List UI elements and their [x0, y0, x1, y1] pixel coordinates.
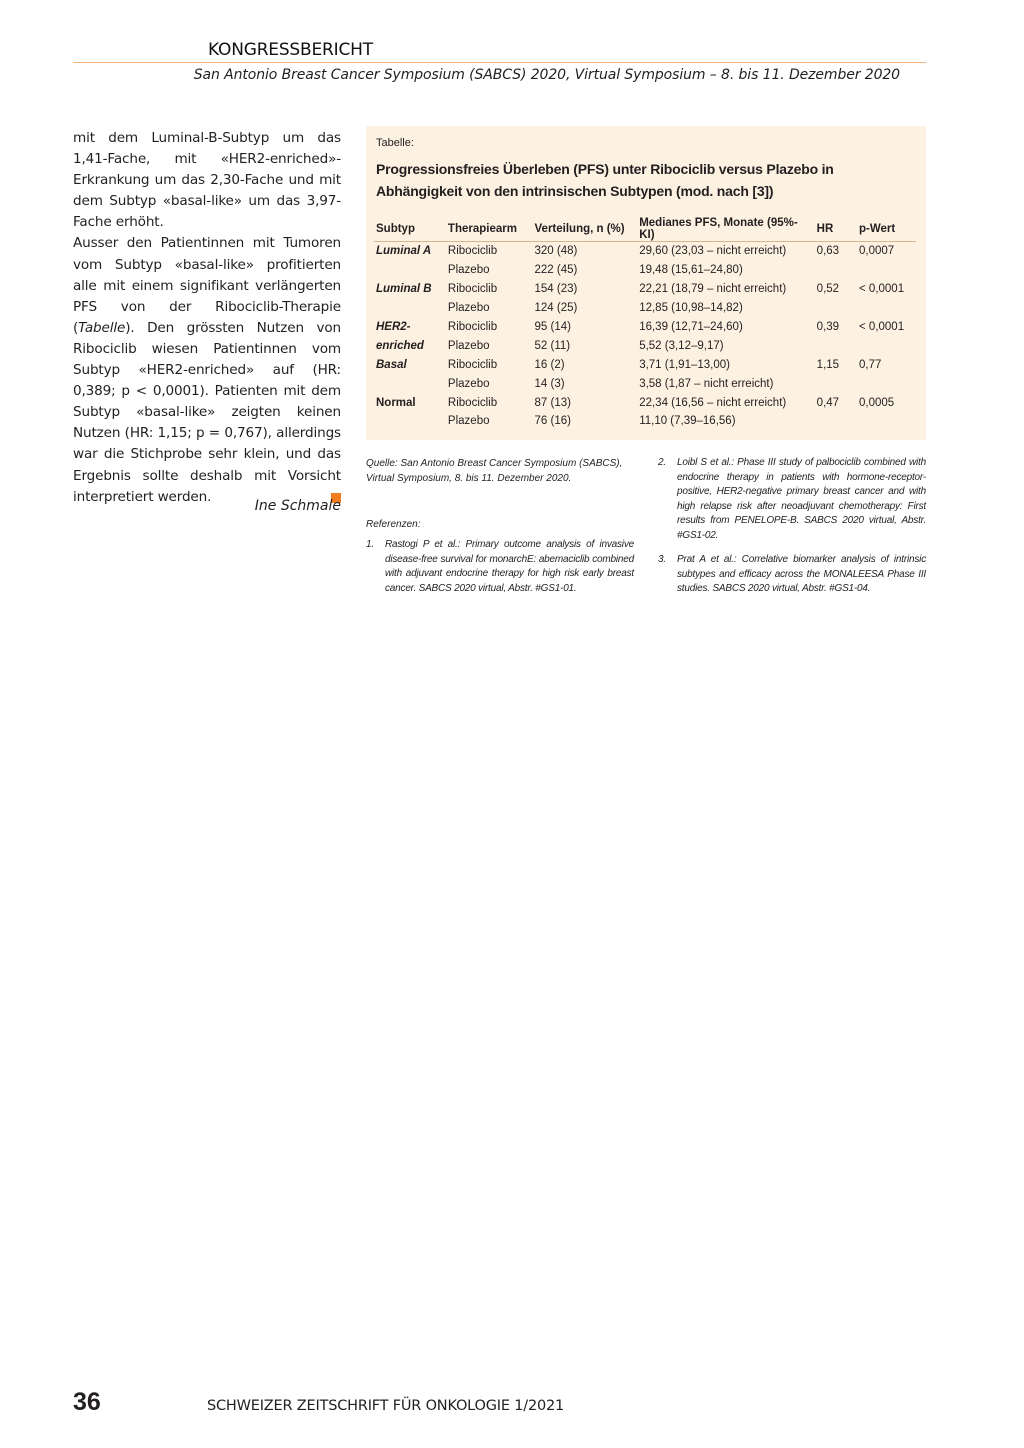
table-cell: 22,34 (16,56 – nicht erreicht)	[639, 396, 787, 409]
table-cell: Plazebo	[447, 415, 490, 428]
column-header: HR	[815, 217, 857, 242]
table-cell: 154 (23)	[534, 283, 578, 296]
author-name: Ine Schmale	[254, 498, 341, 514]
table-reference: Tabelle	[78, 319, 126, 336]
table-cell: 11,10 (7,39–16,56)	[639, 415, 736, 428]
table-cell: enriched	[376, 339, 424, 352]
table-cell: 124 (25)	[534, 302, 578, 315]
table-row	[374, 412, 916, 431]
table-row	[374, 336, 916, 355]
references-label: Referenzen:	[366, 519, 421, 530]
table-cell	[815, 299, 857, 318]
reference-text: Loibl S et al.: Phase III study of palbociclib combined with endocrine therapy in patients with hormone-receptor-positive, HER2-negative primary breast cancer and with high relapse risk after neoadjuvant chemotherapy: First results from PENELOPE-B. SABCS 2020 virtual, Abstr. #GS1-02.	[677, 457, 926, 541]
column-header: Medianes PFS, Monate (95%-KI)	[637, 217, 814, 242]
table-cell: HER2-	[376, 321, 411, 333]
table-cell: 76 (16)	[534, 415, 571, 428]
reference-number: 1.	[366, 539, 374, 550]
section-label: KONGRESSBERICHT	[208, 40, 373, 60]
table-cell: 0,39	[816, 321, 840, 333]
reference-text: Rastogi P et al.: Primary outcome analysis of invasive disease-free survival for monarchE: abemaciclib combined with adjuvant endocrine therapy for high risk early breast cancer. SABCS 2020 virtual, Abstr. #GS1-01.	[385, 539, 634, 594]
header-subtitle: San Antonio Breast Cancer Symposium (SABCS) 2020, Virtual Symposium – 8. bis 11. Dezember 2020	[193, 67, 900, 83]
paragraph-2	[73, 233, 341, 507]
table-row	[374, 242, 916, 261]
table-cell: Plazebo	[447, 339, 490, 352]
reference-number: 3.	[658, 554, 666, 565]
header-divider	[73, 62, 926, 63]
column-header: Therapiearm	[446, 217, 533, 242]
paragraph-2-part-a: Ausser den Patientinnen mit Tumoren vom Subtyp «basal-like» profitierten alle mit einem signifikant verlängerten PFS von der Ribociclib-Therapie (	[73, 235, 341, 336]
table-cell	[857, 374, 916, 393]
table-header-row	[374, 217, 916, 242]
table-cell: Ribociclib	[447, 396, 498, 409]
journal-name: SCHWEIZER ZEITSCHRIFT FÜR ONKOLOGIE 1/2021	[207, 1398, 565, 1414]
table-cell: < 0,0001	[859, 321, 905, 333]
table-cell: 14 (3)	[534, 377, 565, 390]
reference-item	[658, 553, 926, 597]
table-cell: 52 (11)	[534, 339, 571, 352]
table-cell: 3,71 (1,91–13,00)	[639, 358, 730, 371]
table-cell: 1,15	[816, 358, 840, 371]
table-cell: 222 (45)	[534, 264, 578, 277]
table-cell: Ribociclib	[447, 245, 498, 258]
results-table-box	[366, 126, 926, 440]
table-cell	[374, 412, 446, 431]
table-cell	[815, 336, 857, 355]
table-cell: Plazebo	[447, 302, 490, 315]
table-cell: Ribociclib	[447, 358, 498, 371]
table-cell: Luminal B	[376, 283, 432, 296]
table-cell	[374, 261, 446, 280]
table-cell: 0,0007	[859, 245, 895, 258]
column-header: Subtyp	[374, 217, 446, 242]
article-text-column	[73, 128, 341, 508]
reference-number: 2.	[658, 457, 666, 468]
table-source: Quelle: San Antonio Breast Cancer Symposium (SABCS), Virtual Symposium, 8. bis 11. Dezember 2020.	[366, 458, 623, 484]
table-cell: Luminal A	[376, 245, 432, 258]
table-cell: 22,21 (18,79 – nicht erreicht)	[639, 283, 787, 296]
table-cell: 0,63	[816, 245, 840, 258]
table-cell: 0,0005	[859, 396, 895, 409]
table-label: Tabelle:	[376, 137, 414, 149]
table-cell: Ribociclib	[447, 321, 498, 333]
reference-item	[366, 538, 634, 596]
table-cell: 0,77	[859, 358, 882, 371]
table-cell: Ribociclib	[447, 283, 498, 296]
reference-item	[658, 456, 926, 543]
table-cell: 12,85 (10,98–14,82)	[639, 302, 743, 315]
table-row	[374, 355, 916, 374]
table-cell: 0,52	[816, 283, 840, 296]
column-header: Verteilung, n (%)	[533, 217, 638, 242]
table-cell: Plazebo	[447, 377, 490, 390]
table-cell: 29,60 (23,03 – nicht erreicht)	[639, 245, 787, 258]
table-cell: 19,48 (15,61–24,80)	[639, 264, 743, 277]
table-cell	[857, 299, 916, 318]
table-title: Progressionsfreies Überleben (PFS) unter Ribociclib versus Plazebo in Abhängigkeit von den intrinsischen Subtypen (mod. nach [3])	[376, 161, 834, 199]
reference-text: Prat A et al.: Correlative biomarker analysis of intrinsic subtypes and efficacy across the MONALEESA Phase III studies. SABCS 2020 virtual, Abstr. #GS1-04.	[677, 554, 926, 594]
table-row	[374, 280, 916, 299]
table-row	[374, 318, 916, 337]
table-row	[374, 261, 916, 280]
table-cell: 320 (48)	[534, 245, 578, 258]
table-cell: Basal	[376, 358, 407, 371]
table-cell	[857, 412, 916, 431]
table-cell: 16,39 (12,71–24,60)	[639, 321, 743, 333]
pfs-table	[374, 217, 916, 431]
table-cell: 5,52 (3,12–9,17)	[639, 339, 724, 352]
table-cell: 3,58 (1,87 – nicht erreicht)	[639, 377, 774, 390]
table-cell	[374, 374, 446, 393]
table-cell: 95 (14)	[534, 321, 571, 333]
table-row	[374, 393, 916, 412]
table-cell	[374, 299, 446, 318]
table-cell: 16 (2)	[534, 358, 565, 371]
paragraph-1: mit dem Luminal-B-Subtyp um das 1,41-Fache, mit «HER2-enriched»-Erkrankung um das 2,30-Fache und mit dem Subtyp «basal-like» um das 3,97-Fache erhöht.	[73, 130, 341, 231]
table-cell	[857, 261, 916, 280]
table-cell: < 0,0001	[859, 283, 905, 296]
table-cell: 87 (13)	[534, 396, 571, 409]
table-cell: 0,47	[816, 396, 840, 409]
table-cell	[815, 374, 857, 393]
table-cell	[857, 336, 916, 355]
table-cell: Normal	[376, 396, 416, 409]
table-cell: Plazebo	[447, 264, 490, 277]
table-cell	[815, 261, 857, 280]
page-number: 36	[73, 1388, 101, 1416]
table-row	[374, 374, 916, 393]
paragraph-2-part-b: ). Den grössten Nutzen von Ribociclib wiesen Patientinnen vom Subtyp «HER2-enriched» auf (HR: 0,389; p < 0,0001). Patienten mit dem Subtyp «basal-like» zeigten keinen Nutzen (HR: 1,15; p = 0,767), allerdings war die Stichprobe sehr klein, und das Ergebnis sollte deshalb mit Vorsicht interpretiert werden.	[73, 319, 341, 505]
table-row	[374, 299, 916, 318]
column-header: p-Wert	[857, 217, 916, 242]
table-cell	[815, 412, 857, 431]
